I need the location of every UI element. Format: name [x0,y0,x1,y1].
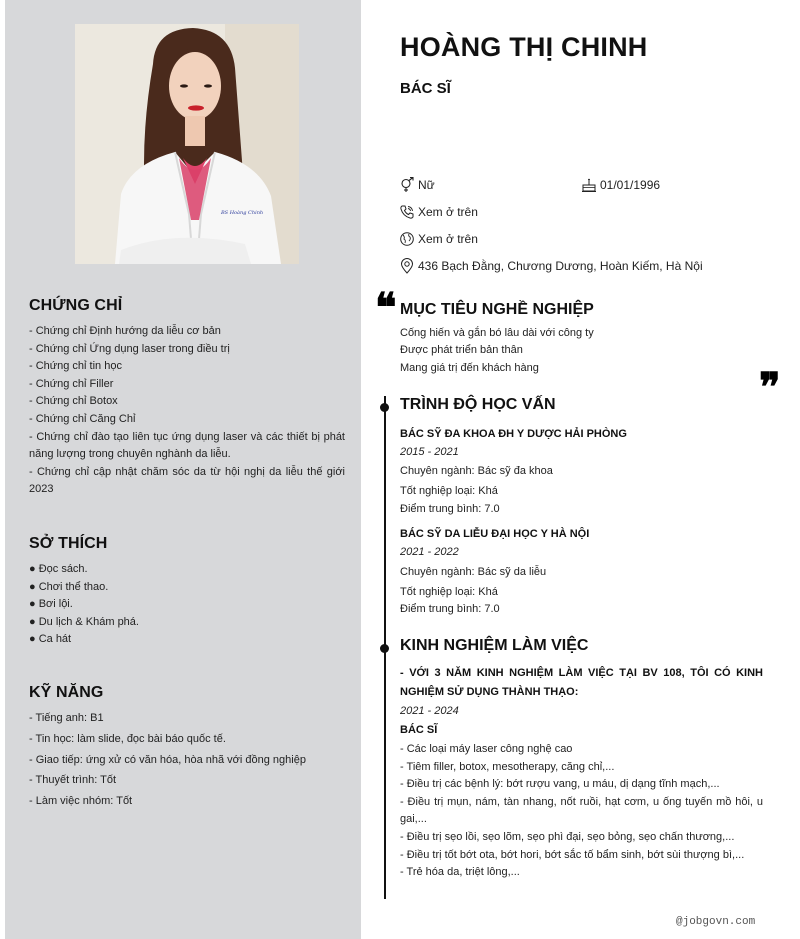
certificate-item: - Chứng chỉ Botox [29,395,118,408]
portrait-illustration-icon [75,24,299,264]
objective-line: Được phát triển bản thân [400,344,523,356]
phone-value: Xem ở trên [418,205,478,219]
education-grade: Tốt nghiệp loại: Khá [400,586,498,598]
certificate-item: - Chứng chỉ tin học [29,360,122,373]
birthday-value: 01/01/1996 [600,178,661,192]
hobby-item: ● Bơi lội. [29,598,73,611]
gender-value: Nữ [418,178,435,192]
profile-photo [75,24,299,264]
skill-item: - Làm việc nhóm: Tốt [29,795,133,808]
candidate-name: HOÀNG THỊ CHINH [400,32,648,62]
experience-headline [400,664,763,702]
experience-bullet: - Trẻ hóa da, triệt lông,... [400,866,520,879]
education-years: 2015 - 2021 [400,446,459,458]
skill-item: - Tin học: làm slide, đọc bài báo quốc tế. [29,732,226,745]
candidate-role: BÁC SĨ [400,80,451,97]
education-grade: Tốt nghiệp loại: Khá [400,485,498,497]
education-school: BÁC SỸ ĐA KHOA ĐH Y DƯỢC HẢI PHÒNG [400,428,627,440]
certificates-title: CHỨNG CHỈ [29,297,123,314]
hobby-item: ● Ca hát [29,633,72,646]
certificate-item: - Chứng chỉ Định hướng da liễu cơ bản [29,325,221,337]
experience-headline-line-2: NGHIỆM SỬ DỤNG THÀNH THẠO: [400,686,579,698]
objective-line: Mang giá trị đến khách hàng [400,362,539,374]
timeline-dot [380,644,389,653]
birthday-row [581,177,660,193]
svg-text:BS Hoàng Chinh: BS Hoàng Chinh [221,210,264,216]
objective-title: MỤC TIÊU NGHỀ NGHIỆP [400,301,594,318]
experience-bullet: - Tiêm filler, botox, mesotherapy, căng chỉ,... [400,760,615,773]
experience-years: 2021 - 2024 [400,705,459,717]
certificate-item: - Chứng chỉ Filler [29,377,114,390]
website-row [399,231,478,247]
hobby-item: ● Du lịch & Khám phá. [29,615,139,628]
education-gpa: Điểm trung bình: 7.0 [400,603,500,615]
skills-section [29,684,345,812]
globe-icon [399,231,415,247]
certificate-item: - Chứng chỉ đào tạo liên tục ứng dụng laser và các thiết bị phát năng lượng trong chuyên nghành da liễu. [29,430,345,461]
experience-title: KINH NGHIỆM LÀM VIỆC [400,637,589,654]
education-gpa: Điểm trung bình: 7.0 [400,503,500,515]
education-school: BÁC SỸ DA LIỄU ĐẠI HỌC Y HÀ NỘI [400,528,590,540]
skill-item: - Giao tiếp: ứng xử có văn hóa, hòa nhã với đồng nghiệp [29,753,306,766]
website-value: Xem ở trên [418,232,478,246]
certificates-section [29,297,345,499]
skills-title: KỸ NĂNG [29,684,104,701]
gender-icon [399,177,415,193]
experience-bullet: - Điều trị mụn, nám, tàn nhang, nốt ruồi, hạt cơm, u ống tuyến mồ hôi, u gai,... [400,795,763,826]
watermark: @jobgovn.com [676,916,756,928]
certificate-item: - Chứng chỉ cập nhật chăm sóc da từ hội nghị da liễu thế giới 2023 [29,465,345,496]
certificate-item: - Chứng chỉ Căng Chỉ [29,412,136,425]
quote-close-icon: ❞ [759,364,781,411]
experience-headline-line-1: - VỚI 3 NĂM KINH NGHIỆM LÀM VIỆC TẠI BV 108, TÔI CÓ KINH [400,667,763,679]
address-value: 436 Bạch Đằng, Chương Dương, Hoàn Kiếm, Hà Nội [418,259,703,273]
education-years: 2021 - 2022 [400,546,459,558]
hobbies-title: SỞ THÍCH [29,535,108,552]
birthday-cake-icon [581,177,597,193]
education-major: Chuyên ngành: Bác sỹ đa khoa [400,465,553,477]
experience-bullet: - Điều trị các bệnh lý: bớt rượu vang, u máu, dị dạng tĩnh mạch,... [400,778,720,791]
timeline-dot [380,403,389,412]
phone-icon [399,204,415,220]
skill-item: - Thuyết trình: Tốt [29,774,117,787]
hobby-item: ● Chơi thể thao. [29,580,109,593]
objective-line: Cống hiến và gắn bó lâu dài với công ty [400,327,594,339]
hobbies-section [29,535,345,649]
certificate-item: - Chứng chỉ Ứng dụng laser trong điều trị [29,342,230,355]
experience-bullet: - Điều trị sẹo lồi, sẹo lõm, sẹo phì đại, sẹo bỏng, sẹo chấn thương,... [400,830,735,843]
experience-bullet: - Các loại máy laser công nghệ cao [400,743,573,755]
education-title: TRÌNH ĐỘ HỌC VẤN [400,396,556,413]
gender-row [399,177,435,193]
sidebar [5,0,361,939]
education-major: Chuyên ngành: Bác sỹ da liễu [400,566,547,578]
skill-item: - Tiếng anh: B1 [29,712,104,724]
experience-bullets [400,741,763,882]
phone-row [399,204,478,220]
experience-position: BÁC SĨ [400,724,438,736]
hobby-item: ● Đọc sách. [29,563,88,575]
main-content [361,0,800,939]
quote-open-icon: ❝ [375,284,397,331]
address-row [399,258,703,274]
location-pin-icon [399,258,415,274]
experience-bullet: - Điều trị tốt bớt ota, bớt hori, bớt sắc tố bẩm sinh, bớt sùi thượng bì,... [400,848,745,861]
